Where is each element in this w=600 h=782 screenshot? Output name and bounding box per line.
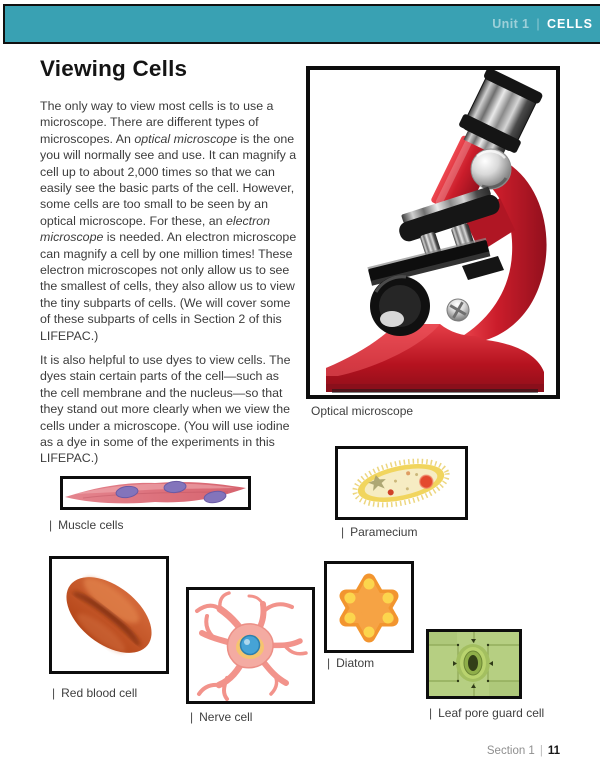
nerve-cell-illustration — [189, 590, 312, 701]
caption-marker: | — [52, 686, 56, 700]
caption-marker: | — [429, 706, 433, 720]
header-separator: | — [536, 17, 541, 31]
p1-segment: is needed. An electron microscope can magnify a cell by one million times! These electron microscopes not only allow us to see the smallest of cells, they also allow us to view the tiny subparts of cells. (We will cover some of these subparts of cells in Section 2 of this LIFEPAC.) — [40, 230, 297, 343]
caption-marker: | — [341, 525, 345, 539]
caption-red-blood-cell — [52, 686, 137, 700]
muscle-cells-illustration — [63, 479, 248, 507]
caption-marker: | — [327, 656, 331, 670]
caption-label: Red blood cell — [61, 686, 138, 700]
muscle-cells-figure-frame — [60, 476, 251, 510]
caption-label: Paramecium — [350, 525, 418, 539]
leaf-pore-guard-cell-figure-frame — [426, 629, 522, 699]
page-footer — [40, 745, 560, 757]
diatom-figure-frame — [324, 561, 414, 653]
footer-section-label: Section 1 — [486, 745, 535, 757]
p1-segment: The only way to view most cells is to use a microscope. There are different types of microscopes. An — [40, 99, 274, 146]
footer-page-number: 11 — [547, 745, 560, 757]
diatom-illustration — [327, 564, 411, 650]
optical-microscope-photo-frame — [306, 66, 560, 399]
p1-italic-electron-microscope: electron microscope — [40, 213, 271, 245]
caption-marker: | — [49, 518, 53, 532]
red-blood-cell-illustration — [52, 559, 166, 671]
caption-label: Diatom — [336, 656, 375, 670]
footer-separator: | — [539, 745, 543, 757]
paragraph-dyes: It is also helpful to use dyes to view cells. The dyes stain certain parts of the cell—such as the cell membrane and the nucleus—so that they stand out more clearly when we view the cells under a microscope. (You will use iodine as a dye in some of the experiments in this LIFEPAC.) — [40, 353, 291, 466]
paramecium-figure-frame — [335, 446, 468, 520]
caption-marker: | — [190, 710, 194, 724]
red-blood-cell-figure-frame — [49, 556, 169, 674]
caption-paramecium — [341, 525, 417, 539]
caption-label: Muscle cells — [58, 518, 124, 532]
caption-diatom — [327, 656, 374, 670]
caption-label: Leaf pore guard cell — [438, 706, 545, 720]
header-section-label: CELLS — [547, 17, 593, 31]
nerve-cell-figure-frame — [186, 587, 315, 704]
caption-muscle-cells — [49, 518, 123, 532]
caption-nerve-cell — [190, 710, 252, 724]
caption-label: Optical microscope — [311, 404, 414, 418]
header-unit-label: Unit 1 — [492, 17, 530, 31]
p1-italic-optical-microscope: optical microscope — [134, 131, 237, 146]
paramecium-illustration — [338, 449, 465, 517]
page-header — [3, 4, 600, 44]
optical-microscope-illustration — [310, 70, 556, 395]
p1-segment: is the one you will normally see and use. It can magnify a cell up to about 2,000 times so that we can easily see the basic parts of the cell. However, some cells are too small to be seen by an optical microscope. For these, an — [40, 131, 297, 228]
page-title: Viewing Cells — [40, 56, 188, 81]
paragraph-microscopes — [40, 98, 299, 344]
caption-leaf-pore-guard-cell — [429, 706, 544, 720]
caption-optical-microscope — [311, 404, 413, 418]
caption-label: Nerve cell — [199, 710, 253, 724]
leaf-pore-guard-cell-illustration — [429, 632, 519, 696]
